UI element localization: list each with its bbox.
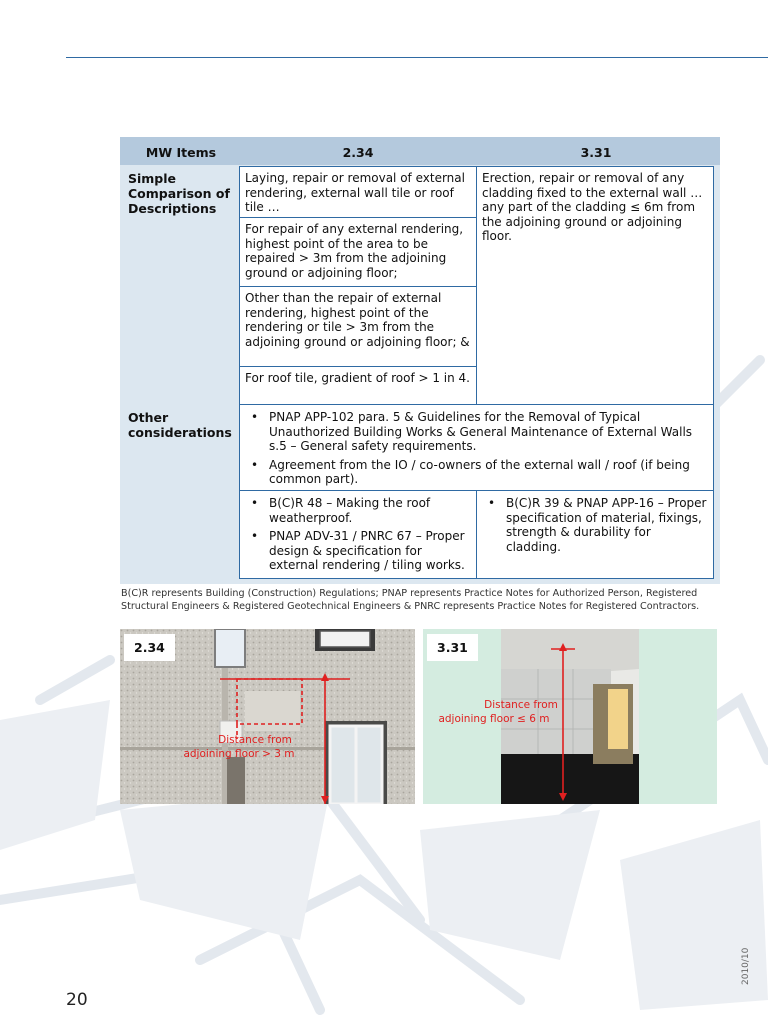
photo-label-3-31: 3.31 [427,634,478,661]
list-item: • PNAP APP-102 para. 5 & Guidelines for the Removal of Typical Unauthorized Building Works & General Maintenance of External Walls s.5 – General safety requirements. [269,410,708,454]
cell-234-rendering: For repair of any external rendering, highest point of the area to be repaired > 3m from the adjoining ground or adjoining floor; [239,217,477,287]
cell-234-other-rendering: Other than the repair of external rendering, highest point of the rendering or tile > 3m from the adjoining ground or adjoining floor; & [239,286,477,367]
top-rule [66,57,768,58]
header-item-331: 3.31 [580,145,612,160]
annotation-3-31-line1: Distance from [484,699,558,711]
cell-331-considerations [476,490,714,579]
cell-common-considerations [239,404,714,491]
page-number: 20 [66,990,88,1010]
cell-234-roof-tile: For roof tile, gradient of roof > 1 in 4. [239,366,477,405]
cell-234-description: Laying, repair or removal of external rendering, external wall tile or roof tile … [239,166,477,218]
cell-234-considerations [239,490,477,579]
footnote: B(C)R represents Building (Construction) Regulations; PNAP represents Practice Notes for Authorized Person, Registered Structural Engineers & Registered Geotechnical Engineers & PNRC represents Practice Notes for Registered Contractors. [121,588,700,612]
list-item: • PNAP ADV-31 / PNRC 67 – Proper design & specification for external rendering / tiling works. [269,529,471,573]
header-mw-items: MW Items [145,145,217,160]
annotation-3-31-line2: adjoining floor ≤ 6 m [438,713,550,725]
list-item: • B(C)R 39 & PNAP APP-16 – Proper specification of material, fixings, strength & durability for cladding. [506,496,708,554]
row-label-simple-comparison: Simple Comparison of Descriptions [128,171,230,216]
annotation-2-34-line1: Distance from [218,734,292,746]
edition-label: 2010/10 [741,947,751,985]
list-item: • Agreement from the IO / co-owners of the external wall / roof (if being common part). [269,458,708,487]
cell-331-description: Erection, repair or removal of any cladding fixed to the external wall … any part of the cladding ≤ 6m from the adjoining ground or adjoining floor. [476,166,714,405]
photo-label-2-34: 2.34 [124,634,175,661]
header-item-234: 2.34 [342,145,374,160]
row-label-other-considerations: Other considerations [128,410,232,440]
list-item: • B(C)R 48 – Making the roof weatherproof. [269,496,471,525]
annotation-2-34-line2: adjoining floor > 3 m [183,748,295,760]
